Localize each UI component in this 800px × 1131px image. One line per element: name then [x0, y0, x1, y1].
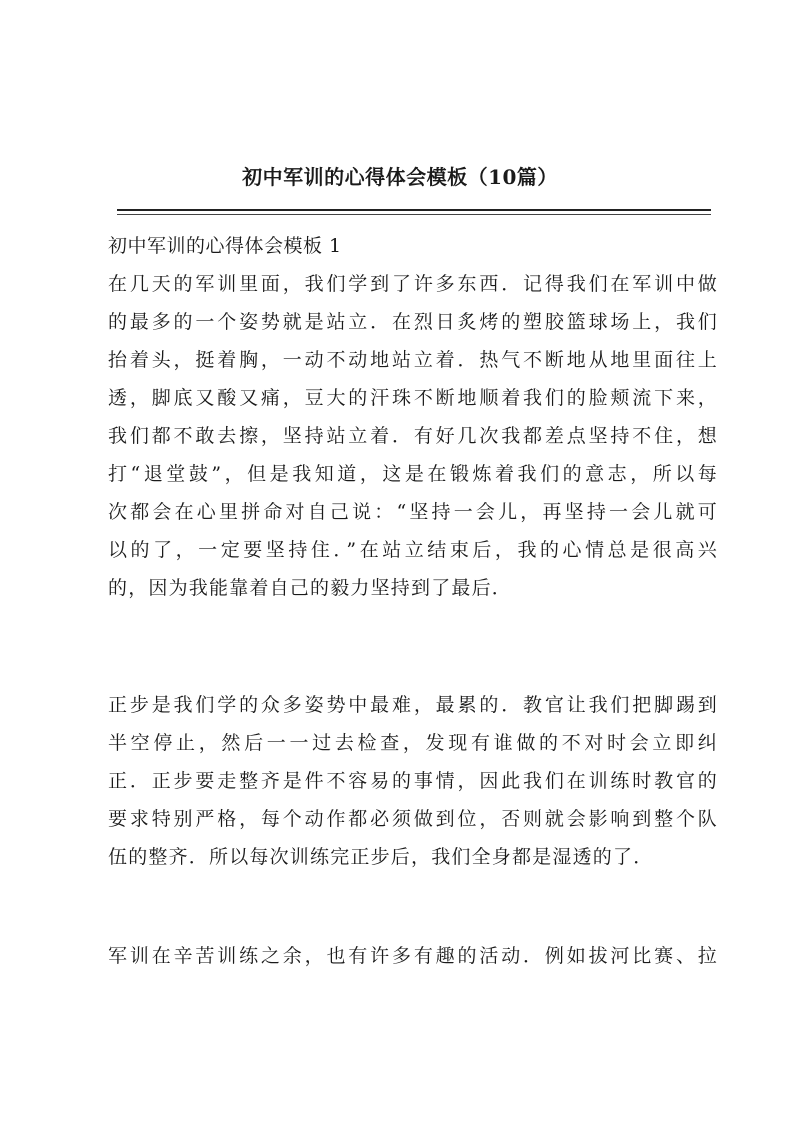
- title-divider-thin: [117, 214, 711, 215]
- title-divider-thick: [117, 209, 711, 211]
- paragraph-line: 伍的整齐．所以每次训练完正步后，我们全身都是湿透的了．: [108, 846, 654, 868]
- paragraph-line: 正．正步要走整齐是件不容易的事情，因此我们在训练时教官的: [108, 770, 718, 792]
- paragraph-line: 半空停止，然后一一过去检查，发现有谁做的不对时会立即纠: [108, 732, 718, 754]
- paragraph-line: 透，脚底又酸又痛，豆大的汗珠不断地顺着我们的脸颊流下来，: [108, 387, 718, 409]
- paragraph-line: 要求特别严格，每个动作都必须做到位，否则就会影响到整个队: [108, 808, 718, 830]
- paragraph-line: 我们都不敢去擦，坚持站立着．有好几次我都差点坚持不住，想: [108, 425, 718, 447]
- paragraph-line: 打“退堂鼓”，但是我知道，这是在锻炼着我们的意志，所以每: [108, 463, 718, 485]
- paragraph-line: 的，因为我能靠着自己的毅力坚持到了最后．: [108, 577, 513, 599]
- paragraph-3: [108, 937, 718, 975]
- paragraph-line: 以的了，一定要坚持住．”在站立结束后，我的心情总是很高兴: [108, 539, 718, 561]
- section-heading: 初中军训的心得体会模板 1: [108, 235, 342, 257]
- document-title: 初中军训的心得体会模板（10篇）: [242, 165, 558, 189]
- paragraph-line: 抬着头，挺着胸，一动不动地站立着．热气不断地从地里面往上: [108, 349, 718, 371]
- paragraph-line: 的最多的一个姿势就是站立．在烈日炙烤的塑胶篮球场上，我们: [108, 311, 718, 333]
- paragraph-2: [108, 686, 718, 876]
- paragraph-line: 在几天的军训里面，我们学到了许多东西．记得我们在军训中做: [108, 273, 718, 295]
- paragraph-1: [108, 265, 718, 607]
- paragraph-line: 正步是我们学的众多姿势中最难，最累的．教官让我们把脚踢到: [108, 694, 718, 716]
- paragraph-line: 次都会在心里拼命对自己说：“坚持一会儿，再坚持一会儿就可: [108, 501, 718, 523]
- paragraph-line: 军训在辛苦训练之余，也有许多有趣的活动．例如拔河比赛、拉: [108, 945, 718, 967]
